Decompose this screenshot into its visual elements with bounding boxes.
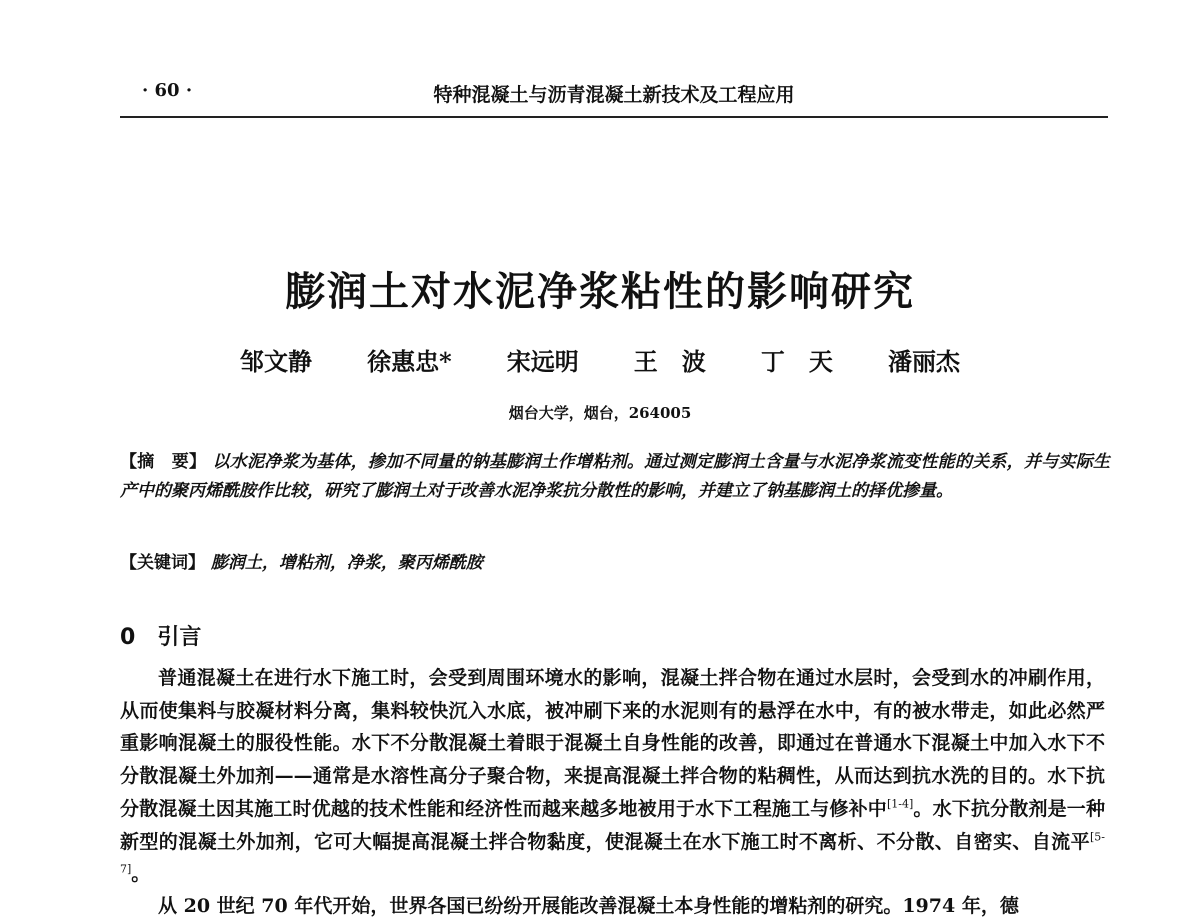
author: 潘丽杰 [887, 347, 960, 376]
keywords [120, 548, 1110, 573]
abstract-text: 以水泥净浆为基体，掺加不同量的钠基膨润土作增粘剂。通过测定膨润土含量与水泥净浆流变性能的关系，并与实际生产中的聚丙烯酰胺作比较，研究了膨润土对于改善水泥净浆抗分散性的影响，并建立了钠基膨润土的择优掺量。 [120, 452, 1111, 501]
section-heading [120, 620, 201, 651]
section-title: 引言 [157, 625, 202, 650]
paragraph-text: 普通混凝土在进行水下施工时，会受到周围环境水的影响，混凝土拌合物在通过水层时，会受到水的冲刷作用，从而使集料与胶凝材料分离，集料较快沉入水底，被冲刷下来的水泥则有的悬浮在水中，有的被水带走，如此必然严重影响混凝土的服役性能。水下不分散混凝土着眼于混凝土自身性能的改善，即通过在普通水下混凝土中加入水下不分散混凝土外加剂——通常是水溶性高分子聚合物，来提高混凝土拌合物的粘稠性，从而达到抗水洗的目的。水下抗分散混凝土因其施工时优越的技术性能和经济性而越来越多地被用于水下工程施工与修补中 [120, 667, 1105, 820]
keywords-label: 【关键词】 [120, 553, 205, 573]
body-paragraph: 从 20 世纪 70 年代开始，世界各国已纷纷开展能改善混凝土本身性能的增粘剂的研究。1974 年，德 [158, 895, 1019, 917]
paragraph-text: 。 [131, 863, 151, 886]
abstract [120, 448, 1110, 506]
author-list [240, 342, 960, 377]
section-number: 0 [120, 625, 136, 650]
affiliation: 烟台大学，烟台，264005 [508, 404, 692, 422]
author: 邹文静 [240, 347, 312, 376]
abstract-label: 【摘 要】 [120, 452, 207, 472]
author: 宋远明 [506, 347, 579, 376]
running-header [120, 80, 1108, 108]
paper-title: 膨润土对水泥净浆粘性的影响研究 [285, 268, 915, 315]
citation: [5-7] [120, 830, 1105, 876]
page-number: · 60 · [142, 80, 193, 101]
keywords-text: 膨润土，增粘剂，净浆，聚丙烯酰胺 [210, 553, 483, 573]
author: 丁 天 [760, 347, 833, 376]
author: 徐惠忠* [367, 347, 452, 376]
paragraph-text: 。水下抗分散剂是一种新型的混凝土外加剂，它可大幅提高混凝土拌合物黏度，使混凝土在水下施工时不离析、不分散、自密实、自流平 [120, 797, 1105, 853]
running-title: 特种混凝土与沥青混凝土新技术及工程应用 [433, 84, 795, 106]
header-rule [120, 116, 1108, 118]
citation: [1-4] [886, 797, 914, 811]
author: 王 波 [633, 347, 706, 376]
body-paragraph [120, 662, 1105, 891]
